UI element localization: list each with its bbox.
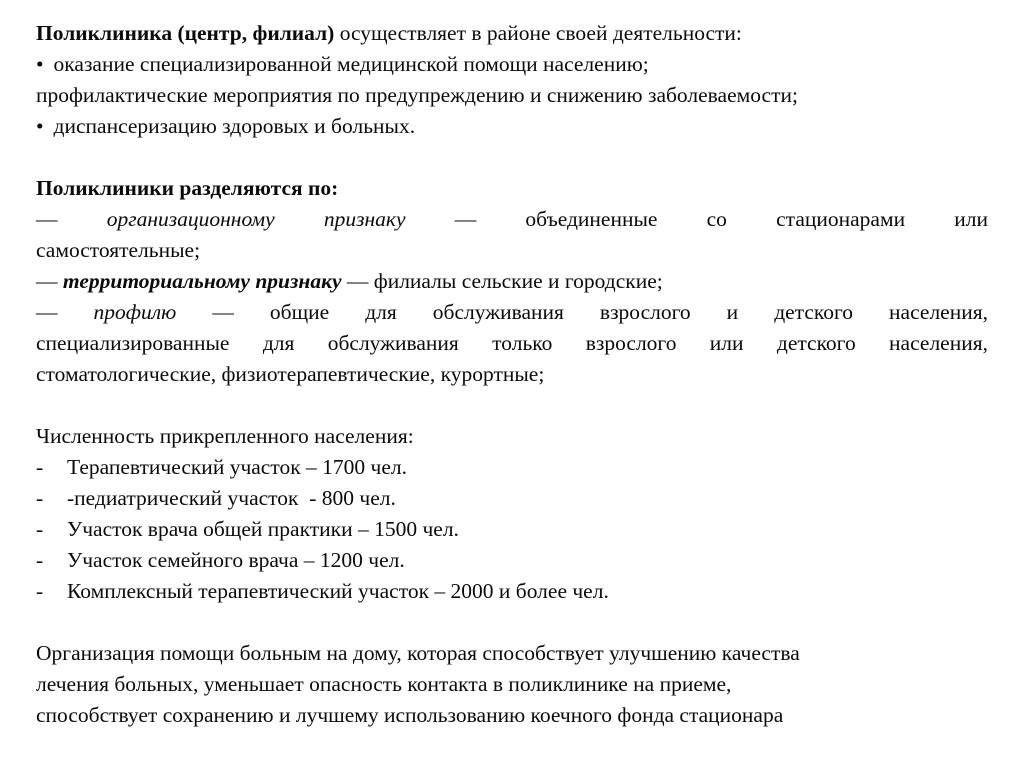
text-run: оказание специализированной медицинской помощи населению; bbox=[53, 52, 649, 76]
list-item-text bbox=[67, 576, 609, 607]
text-run: Численность прикрепленного населения: bbox=[36, 424, 414, 448]
classification-heading bbox=[36, 173, 988, 204]
text-run: профилю bbox=[93, 300, 177, 324]
text-run: территориальному признаку bbox=[62, 269, 342, 293]
population-item-family-doctor bbox=[36, 545, 988, 576]
intro-bullet-dispensary bbox=[36, 111, 988, 142]
population-item-general-practice bbox=[36, 514, 988, 545]
text-run: профилактические мероприятия по предупреждению и снижению заболеваемости; bbox=[36, 83, 798, 107]
text-run: -педиатрический участок - 800 чел. bbox=[67, 486, 396, 510]
home-care-line-2 bbox=[36, 669, 988, 700]
blank-line-1 bbox=[36, 142, 988, 173]
text-run: Участок врача общей практики – 1500 чел. bbox=[67, 517, 459, 541]
bullet-marker: • bbox=[36, 114, 44, 138]
intro-bullet-specialized-care bbox=[36, 49, 988, 80]
text-run: организационному признаку bbox=[106, 207, 406, 231]
text-run: Поликлиники разделяются по: bbox=[36, 176, 339, 200]
home-care-line-3 bbox=[36, 700, 988, 731]
population-item-therapeutic bbox=[36, 452, 988, 483]
classification-profile-line-2 bbox=[36, 328, 988, 359]
classification-profile-line-3 bbox=[36, 359, 988, 390]
population-item-complex-therapeutic bbox=[36, 576, 988, 607]
dash-marker: - bbox=[36, 517, 44, 541]
text-run: Комплексный терапевтический участок – 2000 и более чел. bbox=[67, 579, 609, 603]
intro-bullet-continuation bbox=[36, 80, 988, 111]
list-item-text bbox=[67, 452, 407, 483]
classification-organizational-line-1 bbox=[36, 204, 988, 235]
list-item-text bbox=[67, 545, 405, 576]
text-run: Поликлиника (центр, филиал) bbox=[36, 21, 335, 45]
blank-line-3 bbox=[36, 607, 988, 638]
text-run: способствует сохранению и лучшему использованию коечного фонда стационара bbox=[36, 703, 784, 727]
intro-heading-line bbox=[36, 18, 988, 49]
text-run: Организация помощи больным на дому, которая способствует улучшению качества bbox=[36, 641, 800, 665]
document-content bbox=[36, 18, 988, 731]
population-item-pediatric bbox=[36, 483, 988, 514]
blank-line-2 bbox=[36, 390, 988, 421]
text-run: Терапевтический участок – 1700 чел. bbox=[67, 455, 407, 479]
text-run: Участок семейного врача – 1200 чел. bbox=[67, 548, 405, 572]
text-run: — филиалы сельские и городские; bbox=[341, 269, 663, 293]
text-run: — объединенные со стационарами или bbox=[405, 207, 989, 231]
list-item-text bbox=[67, 514, 459, 545]
list-item-text bbox=[67, 483, 396, 514]
text-run: осуществляет в районе своей деятельности: bbox=[334, 21, 742, 45]
text-run: — bbox=[36, 269, 63, 293]
dash-marker: - bbox=[36, 548, 44, 572]
population-heading bbox=[36, 421, 988, 452]
text-run: стоматологические, физиотерапевтические, курортные; bbox=[36, 362, 545, 386]
text-run: специализированные для обслуживания только взрослого или детского населения, bbox=[36, 331, 988, 355]
dash-marker: - bbox=[36, 579, 44, 603]
home-care-line-1 bbox=[36, 638, 988, 669]
classification-profile-line-1 bbox=[36, 297, 988, 328]
dash-marker: - bbox=[36, 455, 44, 479]
text-run: — общие для обслуживания взрослого и детского населения, bbox=[176, 300, 988, 324]
text-run: диспансеризацию здоровых и больных. bbox=[53, 114, 416, 138]
bullet-marker: • bbox=[36, 52, 44, 76]
text-run: — bbox=[36, 207, 107, 231]
text-run: — bbox=[36, 300, 94, 324]
text-run: лечения больных, уменьшает опасность контакта в поликлинике на приеме, bbox=[36, 672, 732, 696]
classification-territorial-line bbox=[36, 266, 988, 297]
text-run: самостоятельные; bbox=[36, 238, 201, 262]
classification-organizational-line-2 bbox=[36, 235, 988, 266]
dash-marker: - bbox=[36, 486, 44, 510]
